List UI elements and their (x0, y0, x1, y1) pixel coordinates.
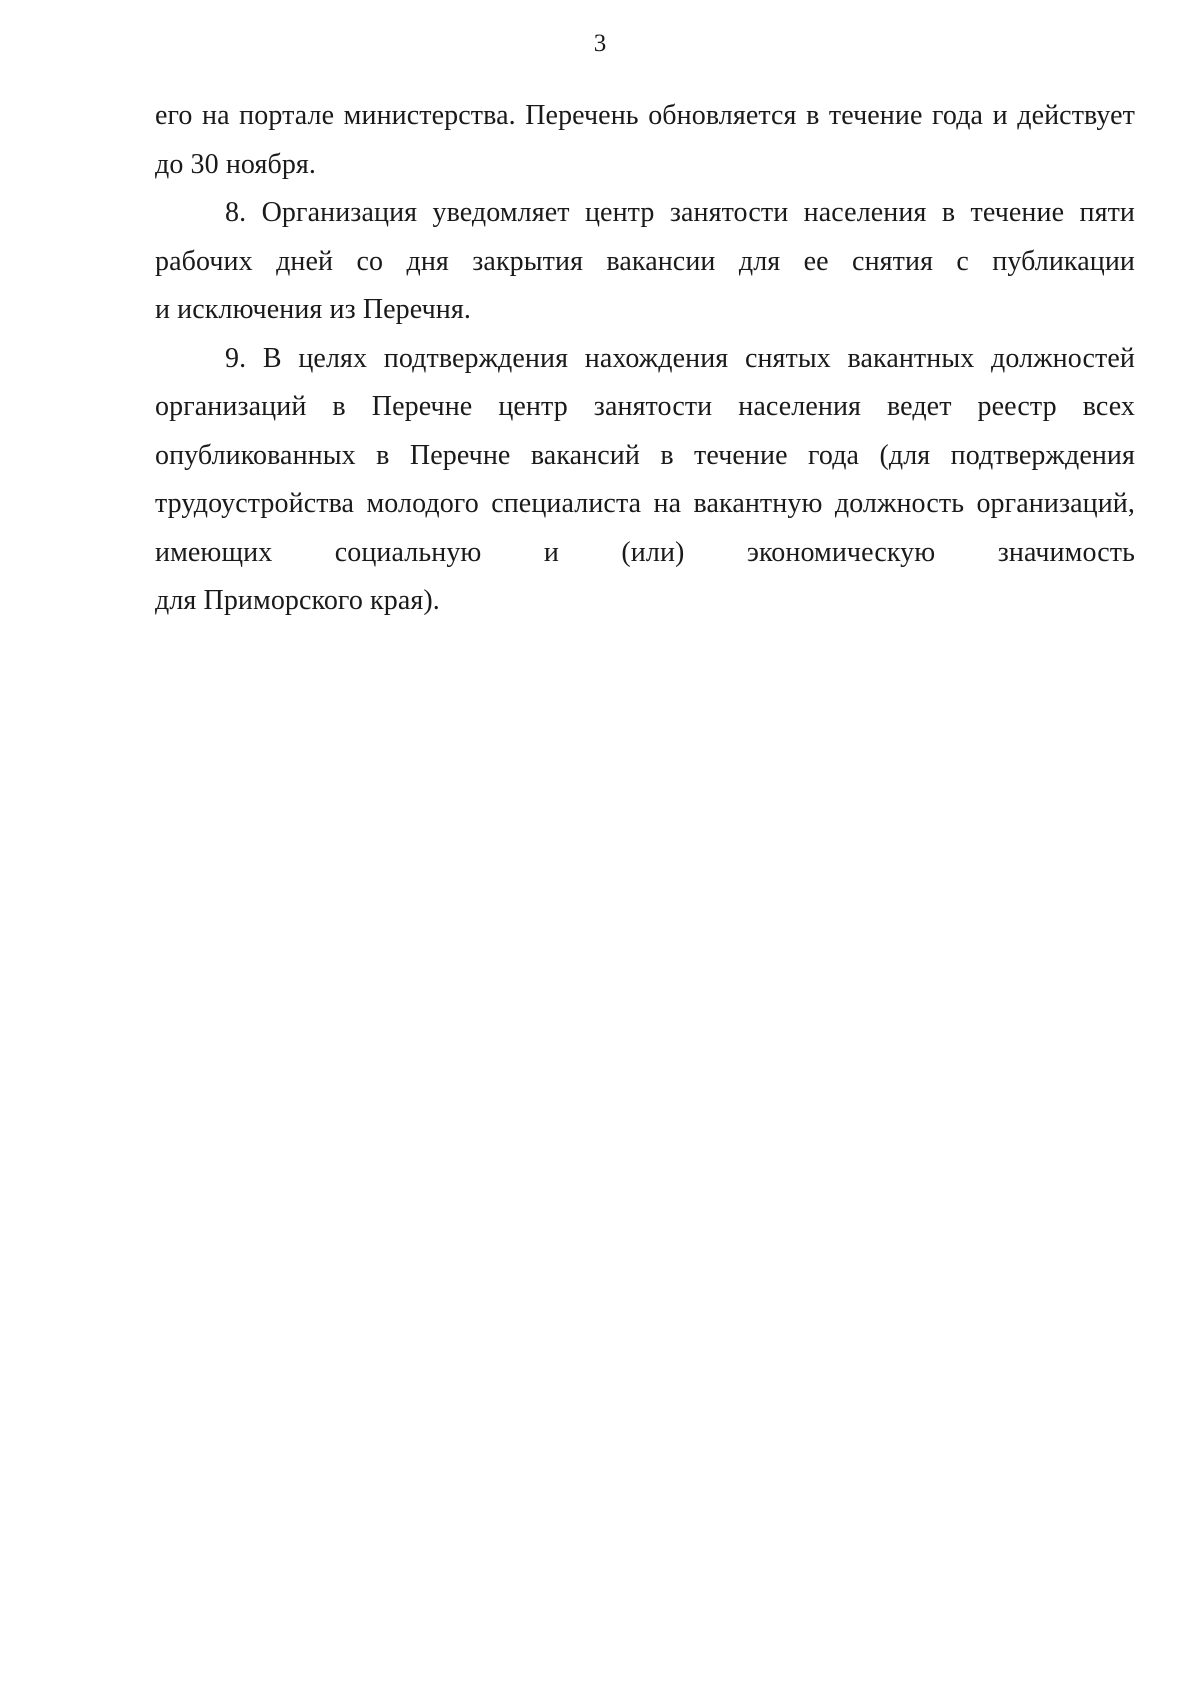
text-line: 8. Организация уведомляет центр занятости населения в течение пяти (225, 197, 1135, 228)
text-line: 9. В целях подтверждения нахождения снятых вакантных должностей (225, 342, 1135, 374)
paragraph-continuation (155, 92, 1135, 189)
text-line: трудоустройства молодого специалиста на вакантную должность организаций, (155, 488, 1135, 519)
paragraph-item-9 (155, 335, 1135, 626)
document-body (155, 92, 1135, 626)
text-line: и исключения из Перечня. (155, 294, 471, 325)
text-line: до 30 ноября. (155, 148, 317, 180)
text-line: опубликованных в Перечне вакансий в течение года (для подтверждения (155, 439, 1135, 471)
text-line: для Приморского края). (155, 585, 440, 616)
page-number: 3 (593, 30, 607, 57)
text-line: его на портале министерства. Перечень обновляется в течение года и действует (155, 100, 1135, 131)
text-line: организаций в Перечне центр занятости населения ведет реестр всех (155, 391, 1135, 422)
paragraph-item-8 (155, 189, 1135, 335)
text-line: имеющих социальную и (или) экономическую значимость (155, 536, 1135, 568)
text-line: рабочих дней со дня закрытия вакансии для ее снятия с публикации (155, 245, 1135, 277)
